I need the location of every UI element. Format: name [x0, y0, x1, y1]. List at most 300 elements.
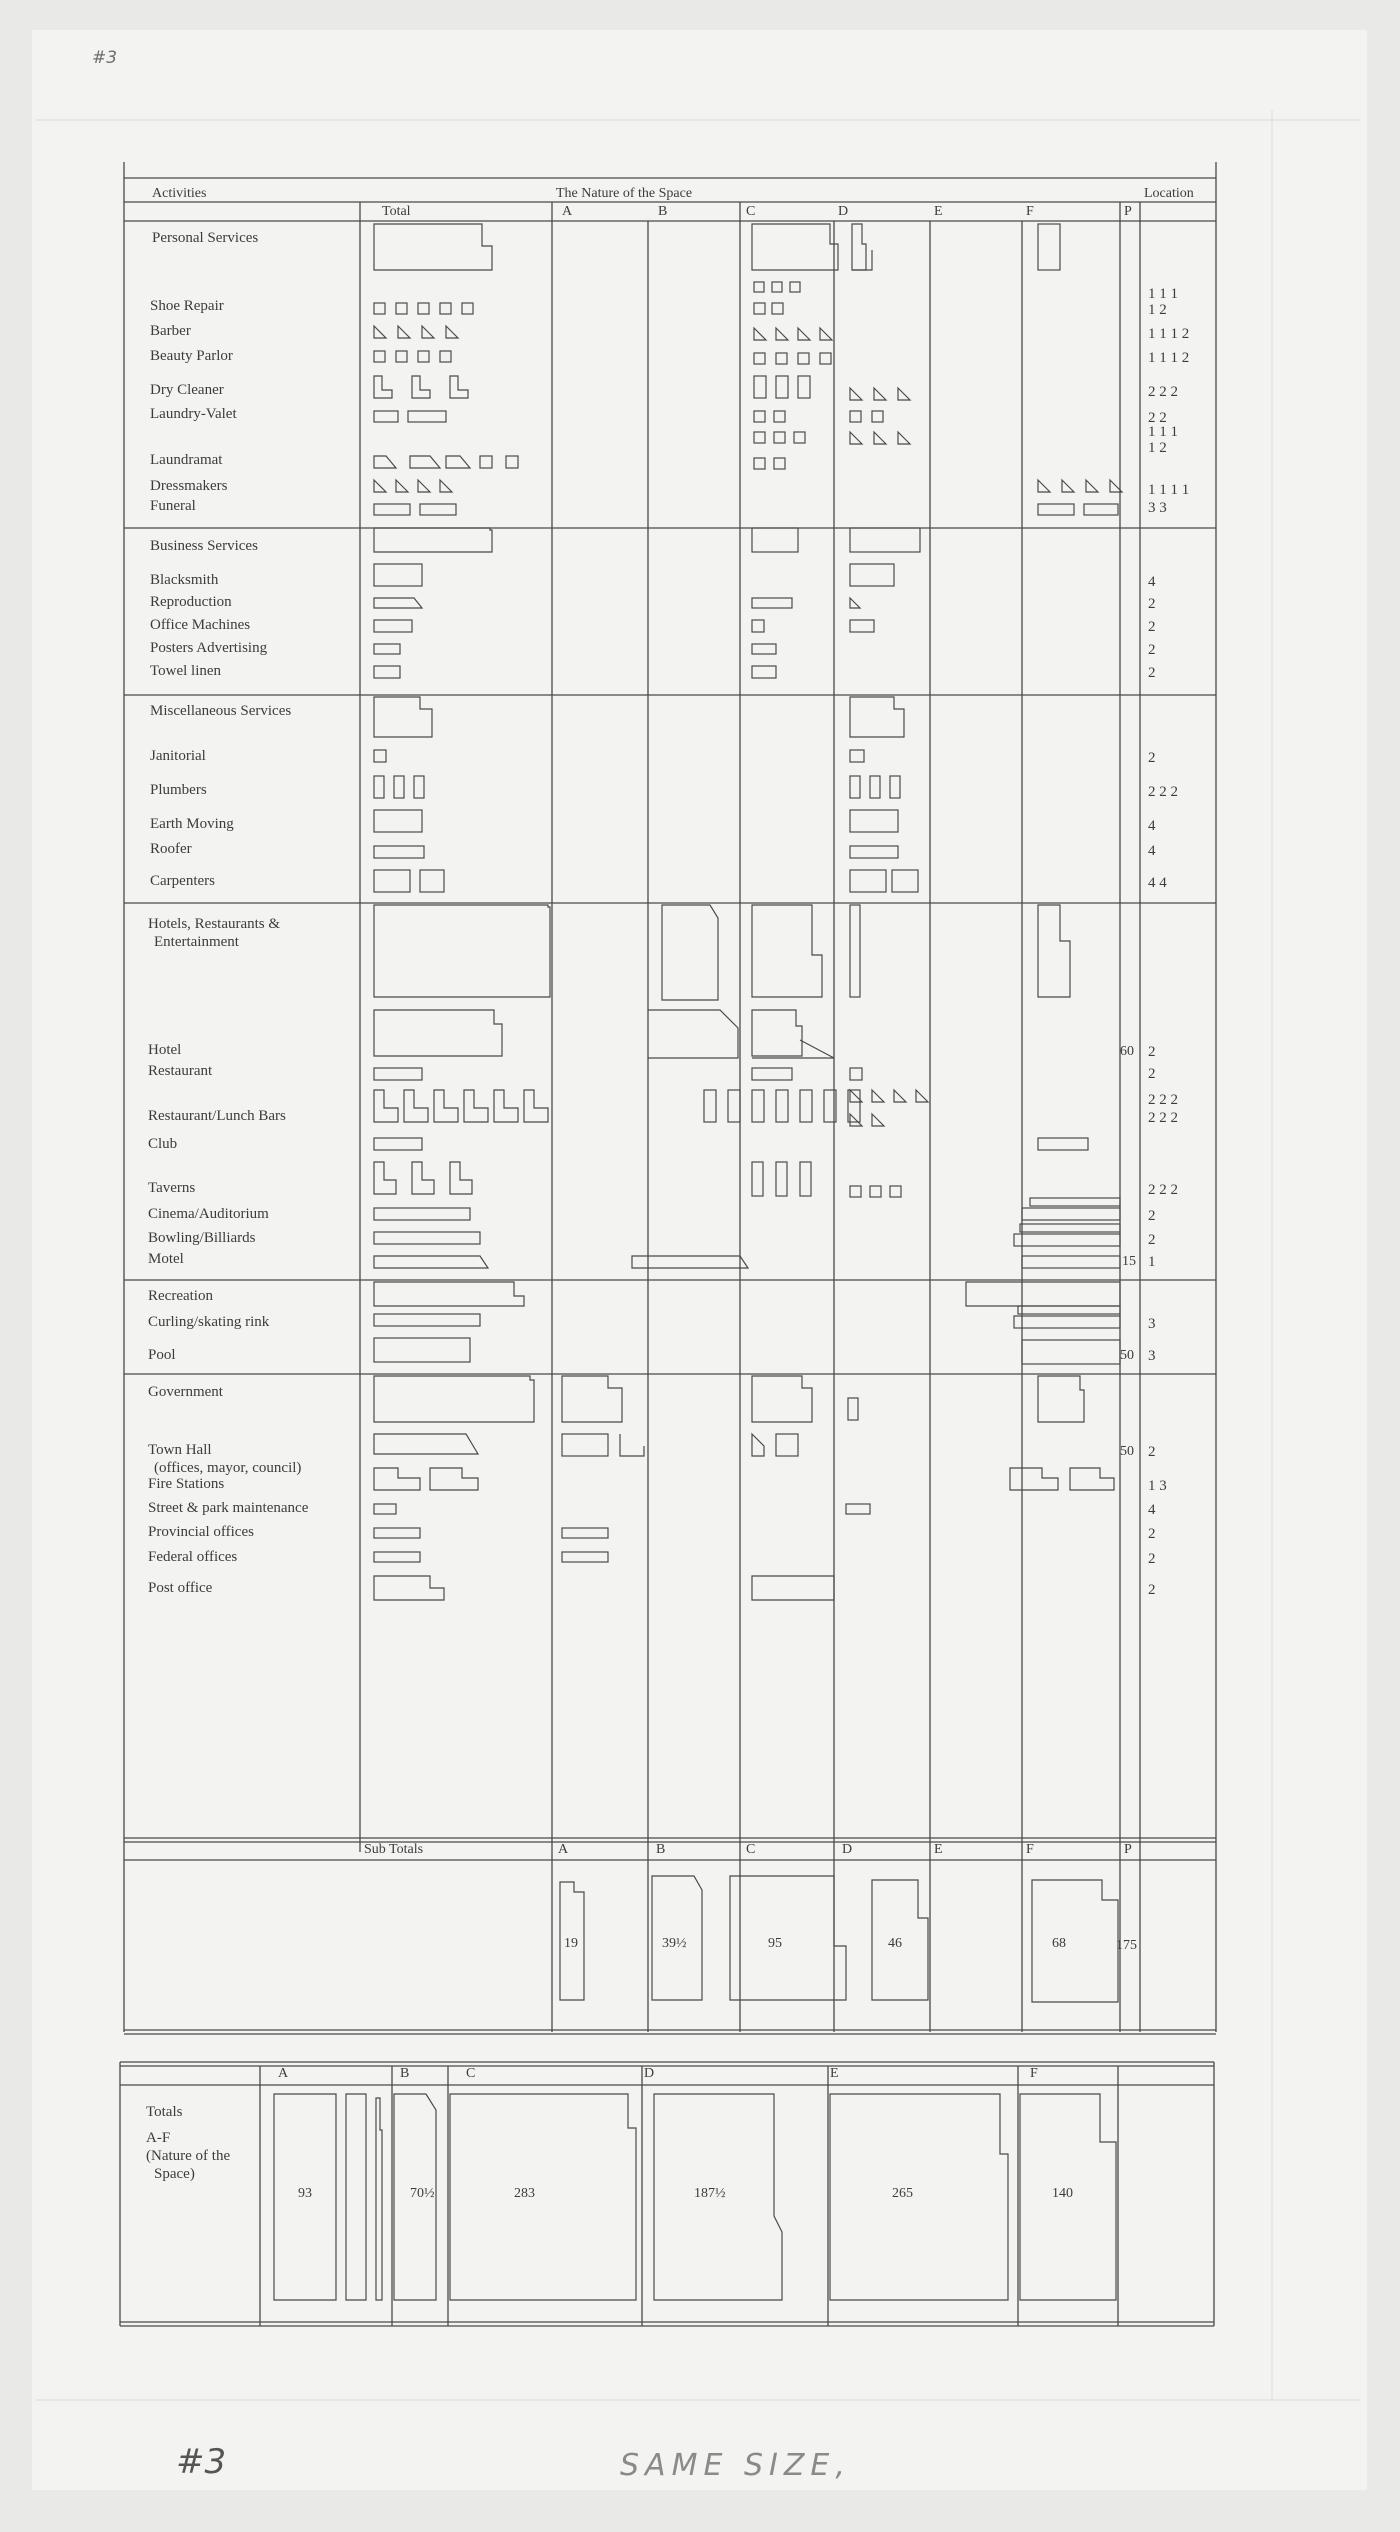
subtotal-value-b: 39½	[662, 1936, 687, 1951]
space-block	[754, 328, 766, 340]
header-total: Total	[382, 204, 411, 219]
space-block	[374, 598, 422, 608]
space-block	[374, 846, 424, 858]
totals-value-b: 70½	[410, 2186, 435, 2201]
space-block	[398, 326, 410, 338]
space-block	[374, 1504, 396, 1514]
space-block	[440, 303, 451, 314]
header-col-f: F	[1026, 204, 1034, 219]
row-label: (offices, mayor, council)	[154, 1460, 302, 1476]
space-block	[374, 1138, 422, 1150]
space-block	[776, 1434, 798, 1456]
row-location: 1 1 1 2	[1148, 350, 1190, 366]
space-block	[450, 2094, 636, 2300]
space-block	[494, 1090, 518, 1122]
space-block	[620, 1434, 644, 1456]
header-col-d: D	[838, 204, 849, 219]
section-title: Personal Services	[152, 230, 259, 246]
section-title: Miscellaneous Services	[150, 703, 292, 719]
space-block	[850, 528, 920, 552]
space-block	[966, 1282, 1120, 1306]
space-block	[434, 1090, 458, 1122]
row-location: 4	[1148, 1502, 1156, 1518]
space-block	[440, 480, 452, 492]
space-block	[376, 2098, 382, 2300]
space-block	[396, 480, 408, 492]
space-block	[794, 432, 805, 443]
space-block	[776, 1090, 788, 1122]
bottom-right-mark: SAME SIZE,	[620, 2448, 851, 2483]
row-label: Earth Moving	[150, 816, 234, 832]
space-block	[374, 376, 392, 398]
row-location: 2 2 2	[1148, 384, 1178, 400]
space-block	[752, 1010, 802, 1056]
totals-value-a: 93	[298, 2186, 312, 2201]
row-label: Towel linen	[150, 663, 222, 679]
space-block	[374, 411, 398, 422]
space-block	[374, 1552, 420, 1562]
space-block	[1022, 1340, 1120, 1364]
space-block	[752, 1040, 834, 1058]
space-block	[374, 1162, 396, 1194]
section-title: Recreation	[148, 1288, 213, 1304]
totals-col-a: A	[278, 2066, 289, 2081]
subtotal-value-d: 46	[888, 1936, 902, 1951]
subtotal-value-p: 175	[1116, 1938, 1137, 1953]
space-block	[374, 776, 384, 798]
row-label: Post office	[148, 1580, 213, 1596]
section-title: Government	[148, 1384, 223, 1400]
space-block	[730, 1876, 846, 2000]
space-block	[374, 1434, 478, 1454]
space-block	[752, 528, 798, 552]
space-block	[446, 456, 470, 468]
row-p-value: 15	[1122, 1254, 1136, 1269]
space-block	[776, 353, 787, 364]
space-block	[850, 598, 860, 608]
row-location: 1 3	[1148, 1478, 1167, 1494]
row-label: Laundramat	[150, 452, 223, 468]
space-block	[752, 905, 822, 997]
space-block	[374, 504, 410, 515]
header-col-b: B	[658, 204, 668, 219]
space-block	[892, 870, 918, 892]
row-location: 1 1 1	[1148, 424, 1178, 440]
row-label: Curling/skating rink	[148, 1314, 270, 1330]
space-block	[850, 750, 864, 762]
row-location: 3	[1148, 1348, 1156, 1364]
space-block	[404, 1090, 428, 1122]
space-block	[1030, 1198, 1120, 1206]
row-location: 2	[1148, 1582, 1156, 1598]
space-block	[374, 905, 550, 997]
space-block	[1086, 480, 1098, 492]
space-block	[374, 528, 492, 552]
space-block	[412, 1162, 434, 1194]
space-block	[374, 1468, 420, 1490]
subtotal-value-f: 68	[1052, 1936, 1066, 1951]
header-col-e: E	[934, 204, 943, 219]
space-block	[374, 1314, 480, 1326]
space-block	[1038, 224, 1060, 270]
space-block	[774, 458, 785, 469]
row-location: 2 2 2	[1148, 1092, 1178, 1108]
space-block	[850, 1186, 861, 1197]
space-block	[648, 1010, 738, 1058]
row-label: Dressmakers	[150, 478, 228, 494]
space-block	[752, 1162, 763, 1196]
space-block	[562, 1434, 608, 1456]
space-block	[408, 411, 446, 422]
space-block	[752, 224, 838, 270]
header-nature: The Nature of the Space	[556, 186, 693, 201]
space-block	[776, 1162, 787, 1196]
row-location: 2	[1148, 750, 1156, 766]
space-block	[1014, 1234, 1120, 1246]
space-block	[850, 564, 894, 586]
space-block	[872, 1090, 884, 1102]
space-block	[374, 697, 432, 737]
space-block	[752, 644, 776, 654]
space-block	[1070, 1468, 1114, 1490]
row-label: Barber	[150, 323, 191, 339]
space-block	[374, 666, 400, 678]
space-block	[374, 1528, 420, 1538]
space-block	[754, 282, 764, 292]
space-block	[872, 1114, 884, 1126]
row-p-value: 50	[1120, 1348, 1134, 1363]
space-block	[420, 504, 456, 515]
space-block	[374, 1208, 470, 1220]
space-block	[846, 1504, 870, 1514]
space-block	[374, 480, 386, 492]
space-block	[752, 620, 764, 632]
space-block	[374, 1256, 488, 1268]
space-block	[870, 776, 880, 798]
row-location: 3 3	[1148, 500, 1167, 516]
row-p-value: 60	[1120, 1044, 1134, 1059]
row-location: 4	[1148, 818, 1156, 834]
row-label: Fire Stations	[148, 1476, 225, 1492]
space-block	[412, 376, 430, 398]
space-block	[430, 1468, 478, 1490]
space-block	[450, 376, 468, 398]
row-location: 1	[1148, 1254, 1156, 1270]
space-block	[820, 328, 832, 340]
header-col-a: A	[562, 204, 573, 219]
space-block	[850, 411, 861, 422]
space-block	[346, 2094, 366, 2300]
space-block	[850, 620, 874, 632]
space-block	[752, 1434, 764, 1456]
space-block	[1022, 1208, 1120, 1220]
space-block	[374, 1068, 422, 1080]
subtotal-col-e: E	[934, 1842, 943, 1857]
row-label: Dry Cleaner	[150, 382, 224, 398]
bottom-left-mark: #3	[176, 2442, 227, 2482]
space-block	[800, 1090, 812, 1122]
space-block	[754, 376, 766, 398]
space-block	[374, 870, 410, 892]
space-block	[420, 870, 444, 892]
space-block	[374, 644, 400, 654]
space-block	[374, 224, 492, 270]
header-col-c: C	[746, 204, 756, 219]
row-label: Shoe Repair	[150, 298, 224, 314]
space-block	[632, 1256, 748, 1268]
space-block	[450, 1162, 472, 1194]
row-label: Town Hall	[148, 1442, 212, 1458]
space-block	[1110, 480, 1122, 492]
row-location: 3	[1148, 1316, 1156, 1332]
subtotal-value-a: 19	[564, 1936, 578, 1951]
space-block	[848, 1398, 858, 1420]
space-block	[1084, 504, 1118, 515]
space-block	[752, 666, 776, 678]
row-location: 1 2	[1148, 302, 1167, 318]
row-location: 1 2	[1148, 440, 1167, 456]
space-block	[462, 303, 473, 314]
space-block	[440, 351, 451, 362]
row-label: Funeral	[150, 498, 196, 514]
row-location: 4	[1148, 574, 1156, 590]
row-location: 2	[1148, 1066, 1156, 1082]
row-location: 2	[1148, 1232, 1156, 1248]
space-block	[396, 303, 407, 314]
space-block	[752, 1068, 792, 1080]
space-block	[394, 776, 404, 798]
row-label: Beauty Parlor	[150, 348, 233, 364]
space-block	[1014, 1316, 1120, 1328]
row-label: Posters Advertising	[150, 640, 268, 656]
row-label: Club	[148, 1136, 178, 1152]
space-block	[524, 1090, 548, 1122]
space-block	[852, 250, 872, 270]
totals-sub2: (Nature of the	[146, 2148, 231, 2164]
space-block	[374, 1010, 502, 1056]
space-block	[774, 411, 785, 422]
row-label: Taverns	[148, 1180, 196, 1196]
row-location: 1 1 1 1	[1148, 482, 1190, 498]
space-block	[872, 411, 883, 422]
row-location: 4 4	[1148, 875, 1167, 891]
row-location: 1 1 1	[1148, 286, 1178, 302]
space-block	[418, 303, 429, 314]
totals-value-d: 187½	[694, 2186, 726, 2201]
space-block	[898, 388, 910, 400]
space-block	[1010, 1468, 1058, 1490]
space-block	[418, 480, 430, 492]
space-block	[562, 1376, 622, 1422]
space-block	[850, 776, 860, 798]
row-label: Office Machines	[150, 617, 251, 633]
space-block	[850, 870, 886, 892]
space-block	[850, 697, 904, 737]
space-block	[790, 282, 800, 292]
space-block	[374, 564, 422, 586]
space-block	[1038, 1138, 1088, 1150]
space-block	[874, 388, 886, 400]
row-label: Reproduction	[150, 594, 232, 610]
space-block	[374, 810, 422, 832]
space-block	[820, 353, 831, 364]
header-location: Location	[1144, 186, 1194, 201]
space-block	[850, 1068, 862, 1080]
space-block	[374, 1090, 398, 1122]
space-block	[374, 1576, 444, 1600]
space-block	[1032, 1880, 1118, 2002]
space-block	[772, 282, 782, 292]
subtotal-col-a: A	[558, 1842, 569, 1857]
subtotal-value-c: 95	[768, 1936, 782, 1951]
space-block	[480, 456, 492, 468]
row-location: 2	[1148, 1526, 1156, 1542]
space-block	[890, 776, 900, 798]
subtotal-col-f: F	[1026, 1842, 1034, 1857]
space-block	[1018, 1306, 1120, 1314]
row-label: Restaurant/Lunch Bars	[148, 1108, 286, 1124]
space-block	[374, 351, 385, 362]
row-label: Cinema/Auditorium	[148, 1206, 269, 1222]
space-block	[916, 1090, 928, 1102]
subtotal-col-b: B	[656, 1842, 666, 1857]
space-block	[890, 1186, 901, 1197]
space-block	[1038, 504, 1074, 515]
row-label: Janitorial	[150, 748, 206, 764]
subtotal-col-p: P	[1124, 1842, 1132, 1857]
space-block	[410, 456, 440, 468]
row-location: 2 2	[1148, 410, 1167, 426]
space-block	[374, 1338, 470, 1362]
space-block	[1038, 1376, 1084, 1422]
space-block	[464, 1090, 488, 1122]
space-block	[374, 1282, 524, 1306]
space-block	[752, 598, 792, 608]
space-block	[772, 303, 783, 314]
space-block	[414, 776, 424, 798]
subtotal-col-c: C	[746, 1842, 756, 1857]
totals-col-d: D	[644, 2066, 655, 2081]
space-block	[1022, 1256, 1120, 1268]
space-block	[824, 1090, 836, 1122]
row-label: Carpenters	[150, 873, 215, 889]
space-block	[774, 432, 785, 443]
space-block	[754, 303, 765, 314]
row-label: Blacksmith	[150, 572, 219, 588]
row-label: Pool	[148, 1347, 176, 1363]
space-block	[1020, 1224, 1120, 1232]
row-location: 2	[1148, 1208, 1156, 1224]
space-block	[776, 376, 788, 398]
space-block	[396, 351, 407, 362]
space-block	[374, 303, 385, 314]
space-block	[752, 1576, 834, 1600]
space-block	[752, 1376, 812, 1422]
row-label: Federal offices	[148, 1549, 238, 1565]
space-block	[870, 1186, 881, 1197]
space-block	[800, 1162, 811, 1196]
space-block	[562, 1528, 608, 1538]
totals-value-c: 283	[514, 2186, 535, 2201]
row-label: Plumbers	[150, 782, 207, 798]
row-p-value: 50	[1120, 1444, 1134, 1459]
row-location: 2	[1148, 642, 1156, 658]
space-block	[754, 458, 765, 469]
space-block	[830, 2094, 1008, 2300]
space-block	[894, 1090, 906, 1102]
space-block	[754, 411, 765, 422]
row-location: 2 2 2	[1148, 784, 1178, 800]
section-title-line2: Entertainment	[154, 934, 239, 950]
row-label: Roofer	[150, 841, 192, 857]
row-label: Street & park maintenance	[148, 1500, 309, 1516]
space-block	[418, 351, 429, 362]
space-block	[1038, 480, 1050, 492]
space-block	[776, 328, 788, 340]
section-title: Business Services	[150, 538, 258, 554]
totals-value-f: 140	[1052, 2186, 1073, 2201]
row-location: 2	[1148, 1444, 1156, 1460]
space-block	[374, 456, 396, 468]
totals-col-f: F	[1030, 2066, 1038, 2081]
space-block	[562, 1552, 608, 1562]
totals-col-c: C	[466, 2066, 476, 2081]
row-label: Laundry-Valet	[150, 406, 237, 422]
space-block	[374, 750, 386, 762]
totals-sub1: A-F	[146, 2130, 171, 2146]
space-block	[898, 432, 910, 444]
space-block	[850, 810, 898, 832]
space-block	[798, 328, 810, 340]
row-location: 2 2 2	[1148, 1110, 1178, 1126]
row-location: 4	[1148, 843, 1156, 859]
space-block	[374, 326, 386, 338]
row-label: Motel	[148, 1251, 184, 1267]
header-activities: Activities	[152, 186, 207, 201]
space-block	[422, 326, 434, 338]
space-block	[704, 1090, 716, 1122]
corner-mark: #3	[92, 48, 118, 68]
space-block	[374, 1232, 480, 1244]
space-block	[874, 432, 886, 444]
row-label: Bowling/Billiards	[148, 1230, 256, 1246]
totals-col-e: E	[830, 2066, 839, 2081]
totals-col-b: B	[400, 2066, 410, 2081]
row-location: 2	[1148, 596, 1156, 612]
header-col-p: P	[1124, 204, 1132, 219]
space-block	[798, 376, 810, 398]
totals-sub3: Space)	[154, 2166, 195, 2182]
space-block	[850, 432, 862, 444]
section-title: Hotels, Restaurants &	[148, 916, 281, 932]
row-location: 1 1 1 2	[1148, 326, 1190, 342]
space-block	[728, 1090, 740, 1122]
space-block	[752, 1090, 764, 1122]
space-block	[446, 326, 458, 338]
space-block	[850, 388, 862, 400]
row-label: Restaurant	[148, 1063, 213, 1079]
row-label: Hotel	[148, 1042, 182, 1058]
row-location: 2 2 2	[1148, 1182, 1178, 1198]
row-location: 2	[1148, 665, 1156, 681]
space-block	[754, 432, 765, 443]
space-block	[1062, 480, 1074, 492]
space-block	[374, 1376, 534, 1422]
space-block	[850, 905, 860, 997]
row-location: 2	[1148, 1551, 1156, 1567]
space-block	[506, 456, 518, 468]
space-block	[374, 620, 412, 632]
